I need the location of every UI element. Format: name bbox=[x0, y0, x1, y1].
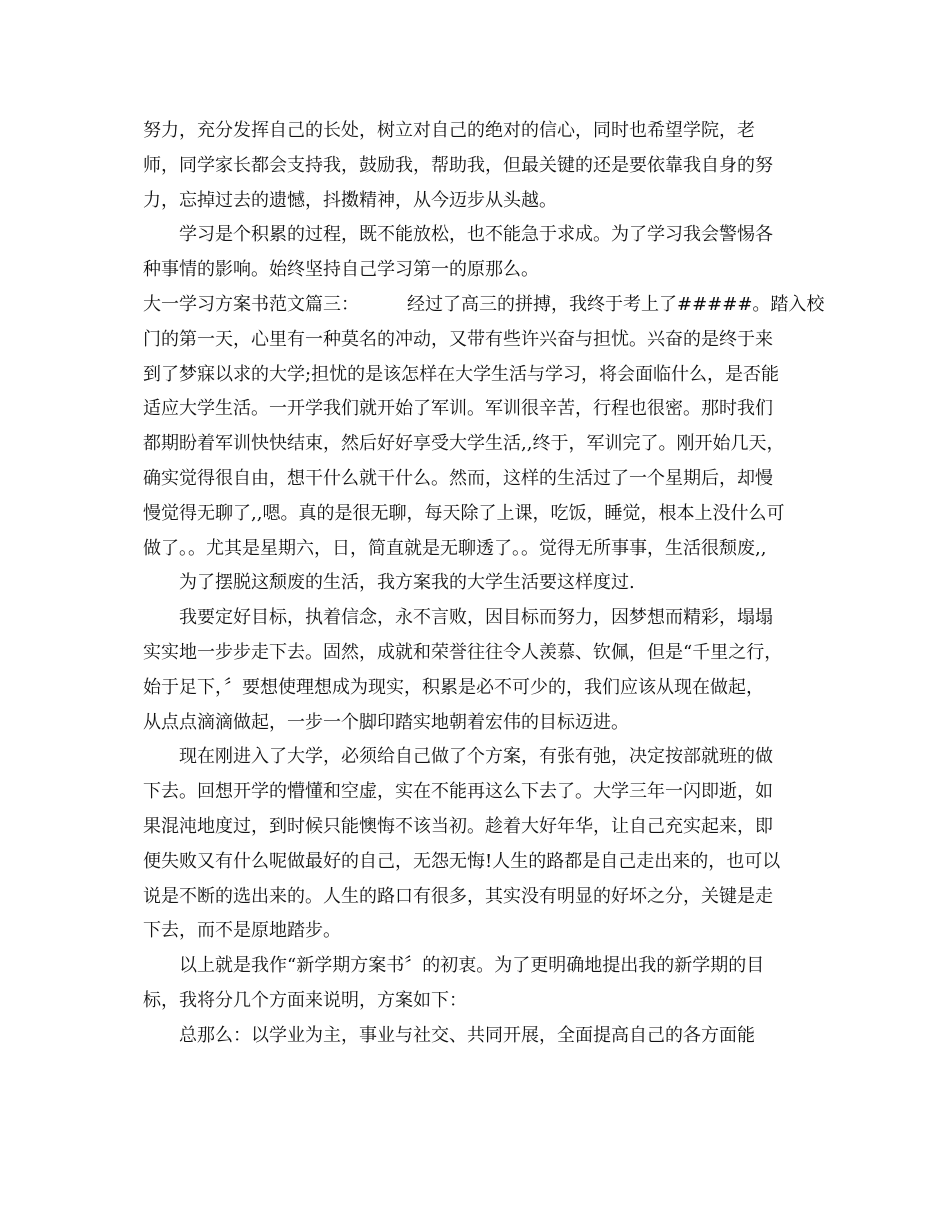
text-line: 努力，充分发挥自己的长处，树立对自己的绝对的信心，同时也希望学院，老 bbox=[143, 120, 755, 141]
document-body bbox=[143, 114, 823, 1054]
text-line: 种事情的影响。始终坚持自己学习第一的原那么。 bbox=[143, 259, 539, 281]
text-line: 果混沌地度过，到时候只能懊悔不该当初。趁着大好年华，让自己充实起来，即 bbox=[143, 815, 773, 837]
section-first-text: 经过了高三的拼搏，我终于考上了#####。踏入校 bbox=[407, 293, 825, 315]
text-line: 确实觉得很自由，想干什么就干什么。然而，这样的生活过了一个星期后，却慢 bbox=[143, 467, 773, 489]
paragraph-start-line: 学习是个积累的过程，既不能放松，也不能急于求成。为了学习我会警惕各 bbox=[179, 224, 773, 246]
text-line: 门的第一天，心里有一种莫名的冲动，又带有些许兴奋与担忧。兴奋的是终于来 bbox=[143, 328, 773, 350]
paragraph-start-line: 我要定好目标，执着信念，永不言败，因目标而努力，因梦想而精彩，塌塌 bbox=[179, 607, 773, 629]
text-line: 力，忘掉过去的遗憾，抖擞精神，从今迈步从头越。 bbox=[143, 189, 557, 211]
text-line: 便失败又有什么呢做最好的自己，无怨无悔!人生的路都是自己走出来的，也可以 bbox=[143, 850, 781, 872]
text-line: 慢觉得无聊了,,嗯。真的是很无聊，每天除了上课，吃饭，睡觉，根本上没什么可 bbox=[143, 502, 785, 524]
paragraph-start-line: 现在刚进入了大学，必须给自己做了个方案，有张有弛，决定按部就班的做 bbox=[179, 746, 773, 768]
paragraph-start-line: 为了摆脱这颓废的生活，我方案我的大学生活要这样度过. bbox=[179, 572, 635, 594]
paragraph-start-line: 以上就是我作“新学期方案书〞的初衷。为了更明确地提出我的新学期的目 bbox=[179, 955, 765, 977]
text-line: 到了梦寐以求的大学;担忧的是该怎样在大学生活与学习，将会面临什么，是否能 bbox=[143, 363, 780, 385]
text-line: 说是不断的选出来的。人生的路口有很多，其实没有明显的好坏之分，关键是走 bbox=[143, 885, 773, 907]
paragraph-start-line: 总那么：以学业为主，事业与社交、共同开展，全面提高自己的各方面能 bbox=[179, 1024, 755, 1046]
text-line: 始于足下，〞要想使理想成为现实，积累是必不可少的，我们应该从现在做起， bbox=[143, 676, 764, 698]
text-line: 都期盼着军训快快结束，然后好好享受大学生活,,终于，军训完了。刚开始几天， bbox=[143, 433, 785, 455]
text-line: 师，同学家长都会支持我，鼓励我，帮助我，但最关键的还是要依靠我自身的努 bbox=[143, 154, 773, 176]
text-line: 实实地一步步走下去。固然，成就和荣誉往往令人羡慕、钦佩，但是“千里之行， bbox=[143, 641, 783, 663]
text-line: 适应大学生活。一开学我们就开始了军训。军训很辛苦，行程也很密。那时我们 bbox=[143, 398, 773, 420]
section-heading-line bbox=[143, 288, 823, 323]
section-heading: 大一学习方案书范文篇三： bbox=[143, 293, 359, 315]
text-line: 从点点滴滴做起，一步一个脚印踏实地朝着宏伟的目标迈进。 bbox=[143, 711, 629, 733]
text-line: 标，我将分几个方面来说明，方案如下： bbox=[143, 989, 467, 1011]
text-line: 做了。。尤其是星期六，日，简直就是无聊透了。。觉得无所事事，生活很颓废,, bbox=[143, 537, 767, 559]
text-line: 下去，而不是原地踏步。 bbox=[143, 920, 341, 942]
text-line: 下去。回想开学的懵懂和空虚，实在不能再这么下去了。大学三年一闪即逝，如 bbox=[143, 781, 773, 803]
